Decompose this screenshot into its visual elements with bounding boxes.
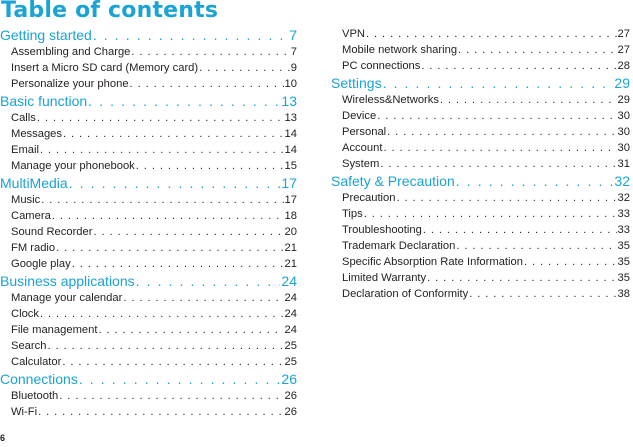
toc-item-wi-fi[interactable] — [0, 404, 297, 420]
toc-section-settings[interactable] — [331, 74, 630, 92]
toc-item-pc-connections[interactable] — [331, 58, 630, 74]
toc-section-title: Business applications — [0, 273, 135, 289]
toc-item-title: Sound Recorder — [11, 226, 93, 238]
toc-section-page: 26 — [281, 371, 297, 387]
toc-item-page: 38 — [617, 288, 630, 300]
dot-leader — [41, 192, 283, 208]
dot-leader — [123, 290, 283, 306]
dot-leader — [62, 354, 283, 370]
toc-section-safety-precaution[interactable] — [331, 172, 630, 190]
toc-item-specific-absorption-rate-information[interactable] — [331, 254, 630, 270]
toc-item-email[interactable] — [0, 142, 297, 158]
toc-item-page: 35 — [617, 256, 630, 268]
toc-section-group — [0, 26, 297, 92]
dot-leader — [59, 388, 283, 404]
dot-leader — [136, 158, 284, 174]
toc-item-page: 35 — [617, 240, 630, 252]
toc-item-music[interactable] — [0, 192, 297, 208]
page-number: 6 — [0, 433, 6, 443]
toc-item-sound-recorder[interactable] — [0, 224, 297, 240]
toc-item-file-management[interactable] — [0, 322, 297, 338]
toc-item-page: 18 — [284, 210, 297, 222]
toc-item-title: Limited Warranty — [342, 272, 427, 284]
toc-item-title: Specific Absorption Rate Information — [342, 256, 523, 268]
toc-item-page: 17 — [284, 194, 297, 206]
toc-item-page: 31 — [617, 158, 630, 170]
dot-leader — [199, 60, 290, 76]
dot-leader — [427, 270, 616, 286]
toc-item-page: 15 — [284, 160, 297, 172]
toc-item-title: Trademark Declaration — [342, 240, 456, 252]
dot-leader — [56, 240, 283, 256]
toc-item-page: 30 — [617, 126, 630, 138]
toc-item-wireless-networks[interactable] — [331, 92, 630, 108]
toc-item-page: 29 — [617, 94, 630, 106]
toc-item-title: System — [342, 158, 380, 170]
toc-item-title: Personal — [342, 126, 387, 138]
toc-item-trademark-declaration[interactable] — [331, 238, 630, 254]
toc-item-title: Calculator — [11, 356, 62, 368]
toc-item-title: Manage your calendar — [11, 292, 123, 304]
toc-item-title: Declaration of Conformity — [342, 288, 469, 300]
toc-section-group — [0, 370, 297, 420]
toc-item-clock[interactable] — [0, 306, 297, 322]
toc-section-group — [331, 172, 630, 302]
toc-item-insert-a-micro-sd-card-memory-card[interactable] — [0, 60, 297, 76]
toc-item-page: 27 — [617, 44, 630, 56]
toc-item-page: 24 — [284, 324, 297, 336]
toc-section-title: Getting started — [0, 27, 92, 43]
toc-section-title: Basic function — [0, 93, 88, 109]
dot-leader — [387, 124, 616, 140]
dot-leader — [93, 224, 283, 240]
dot-leader — [456, 238, 616, 254]
toc-item-calls[interactable] — [0, 110, 297, 126]
toc-item-bluetooth[interactable] — [0, 388, 297, 404]
toc-section-multimedia[interactable] — [0, 174, 297, 192]
toc-section-title: Settings — [331, 75, 382, 91]
toc-item-title: Troubleshooting — [342, 224, 422, 236]
dot-leader — [93, 26, 288, 44]
toc-section-page: 17 — [281, 175, 297, 191]
toc-item-page: 9 — [290, 62, 297, 74]
toc-item-page: 24 — [284, 292, 297, 304]
page-title: Table of contents — [1, 0, 219, 23]
dot-leader — [88, 92, 280, 110]
dot-leader — [366, 26, 617, 42]
dot-leader — [380, 156, 616, 172]
toc-item-page: 14 — [284, 128, 297, 140]
toc-section-page: 24 — [281, 273, 297, 289]
toc-item-assembling-and-charge[interactable] — [0, 44, 297, 60]
toc-item-title: Account — [342, 142, 383, 154]
toc-item-vpn[interactable] — [331, 26, 630, 42]
toc-item-title: Insert a Micro SD card (Memory card) — [11, 62, 199, 74]
toc-item-page: 35 — [617, 272, 630, 284]
dot-leader — [79, 370, 281, 388]
dot-leader — [383, 74, 614, 92]
toc-item-page: 25 — [284, 340, 297, 352]
toc-item-page: 26 — [284, 406, 297, 418]
toc-section-group — [0, 174, 297, 272]
toc-item-title: Messages — [11, 128, 62, 140]
toc-item-title: Music — [11, 194, 41, 206]
dot-leader — [421, 58, 616, 74]
toc-item-page: 24 — [284, 308, 297, 320]
toc-item-personalize-your-phone[interactable] — [0, 76, 297, 92]
toc-item-title: Google play — [11, 258, 71, 270]
toc-section-page: 29 — [614, 75, 630, 91]
toc-section-connections[interactable] — [0, 370, 297, 388]
toc-item-page: 28 — [617, 60, 630, 72]
toc-item-calculator[interactable] — [0, 354, 297, 370]
toc-section-group — [331, 74, 630, 172]
toc-item-fm-radio[interactable] — [0, 240, 297, 256]
toc-item-personal[interactable] — [331, 124, 630, 140]
toc-item-title: Tips — [342, 208, 363, 220]
toc-left-column — [0, 26, 297, 420]
dot-leader — [383, 140, 616, 156]
dot-leader — [63, 126, 284, 142]
toc-item-page: 30 — [617, 142, 630, 154]
toc-item-page: 7 — [290, 46, 297, 58]
toc-item-title: Clock — [11, 308, 39, 320]
dot-leader — [47, 338, 283, 354]
toc-item-page: 21 — [284, 242, 297, 254]
toc-item-google-play[interactable] — [0, 256, 297, 272]
toc-item-title: FM radio — [11, 242, 56, 254]
toc-item-title: Device — [342, 110, 377, 122]
toc-item-messages[interactable] — [0, 126, 297, 142]
dot-leader — [456, 172, 614, 190]
toc-item-search[interactable] — [0, 338, 297, 354]
toc-item-title: Precaution — [342, 192, 396, 204]
toc-section-title: MultiMedia — [0, 175, 68, 191]
toc-section-basic-function[interactable] — [0, 92, 297, 110]
toc-item-page: 32 — [617, 192, 630, 204]
toc-item-page: 21 — [284, 258, 297, 270]
toc-item-title: VPN — [342, 28, 366, 40]
toc-item-title: File management — [11, 324, 98, 336]
toc-section-group — [0, 272, 297, 370]
toc-section-page: 7 — [289, 27, 297, 43]
toc-item-precaution[interactable] — [331, 190, 630, 206]
toc-item-page: 27 — [617, 28, 630, 40]
toc-section-title: Safety & Precaution — [331, 173, 455, 189]
dot-leader — [423, 222, 617, 238]
toc-section-business-applications[interactable] — [0, 272, 297, 290]
dot-leader — [40, 306, 284, 322]
toc-section-getting-started[interactable] — [0, 26, 297, 44]
toc-item-camera[interactable] — [0, 208, 297, 224]
toc-item-title: Email — [11, 144, 39, 156]
toc-item-page: 13 — [284, 112, 297, 124]
toc-item-page: 33 — [617, 208, 630, 220]
dot-leader — [130, 76, 284, 92]
toc-item-title: Calls — [11, 112, 36, 124]
dot-leader — [69, 174, 281, 192]
toc-item-system[interactable] — [331, 156, 630, 172]
dot-leader — [440, 92, 617, 108]
toc-section-page: 13 — [281, 93, 297, 109]
toc-item-title: Wi-Fi — [11, 406, 38, 418]
toc-item-title: Search — [11, 340, 47, 352]
toc-right-column — [331, 26, 630, 302]
toc-item-title: Bluetooth — [11, 390, 59, 402]
toc-item-title: Personalize your phone — [11, 78, 129, 90]
toc-section-page: 32 — [614, 173, 630, 189]
toc-item-page: 10 — [284, 78, 297, 90]
toc-item-title: Mobile network sharing — [342, 44, 458, 56]
toc-item-declaration-of-conformity[interactable] — [331, 286, 630, 302]
toc-item-page: 26 — [284, 390, 297, 402]
toc-item-page: 33 — [617, 224, 630, 236]
toc-item-page: 20 — [284, 226, 297, 238]
dot-leader — [37, 110, 284, 126]
dot-leader — [131, 44, 289, 60]
dot-leader — [469, 286, 616, 302]
toc-continued-group — [331, 26, 630, 74]
dot-leader — [72, 256, 284, 272]
dot-leader — [40, 142, 284, 158]
dot-leader — [524, 254, 617, 270]
toc-item-troubleshooting[interactable] — [331, 222, 630, 238]
toc-item-tips[interactable] — [331, 206, 630, 222]
toc-item-page: 25 — [284, 356, 297, 368]
dot-leader — [98, 322, 283, 338]
dot-leader — [136, 272, 281, 290]
toc-item-mobile-network-sharing[interactable] — [331, 42, 630, 58]
toc-section-title: Connections — [0, 371, 78, 387]
dot-leader — [364, 206, 617, 222]
toc-item-limited-warranty[interactable] — [331, 270, 630, 286]
toc-section-group — [0, 92, 297, 174]
toc-item-title: Manage your phonebook — [11, 160, 135, 172]
toc-item-title: Wireless&Networks — [342, 94, 439, 106]
toc-item-page: 30 — [617, 110, 630, 122]
dot-leader — [52, 208, 284, 224]
toc-item-title: Assembling and Charge — [11, 46, 131, 58]
toc-item-title: Camera — [11, 210, 51, 222]
toc-item-account[interactable] — [331, 140, 630, 156]
toc-item-title: PC connections — [342, 60, 421, 72]
toc-item-device[interactable] — [331, 108, 630, 124]
toc-item-page: 14 — [284, 144, 297, 156]
dot-leader — [458, 42, 617, 58]
toc-item-manage-your-calendar[interactable] — [0, 290, 297, 306]
dot-leader — [377, 108, 616, 124]
toc-item-manage-your-phonebook[interactable] — [0, 158, 297, 174]
dot-leader — [397, 190, 617, 206]
dot-leader — [38, 404, 283, 420]
